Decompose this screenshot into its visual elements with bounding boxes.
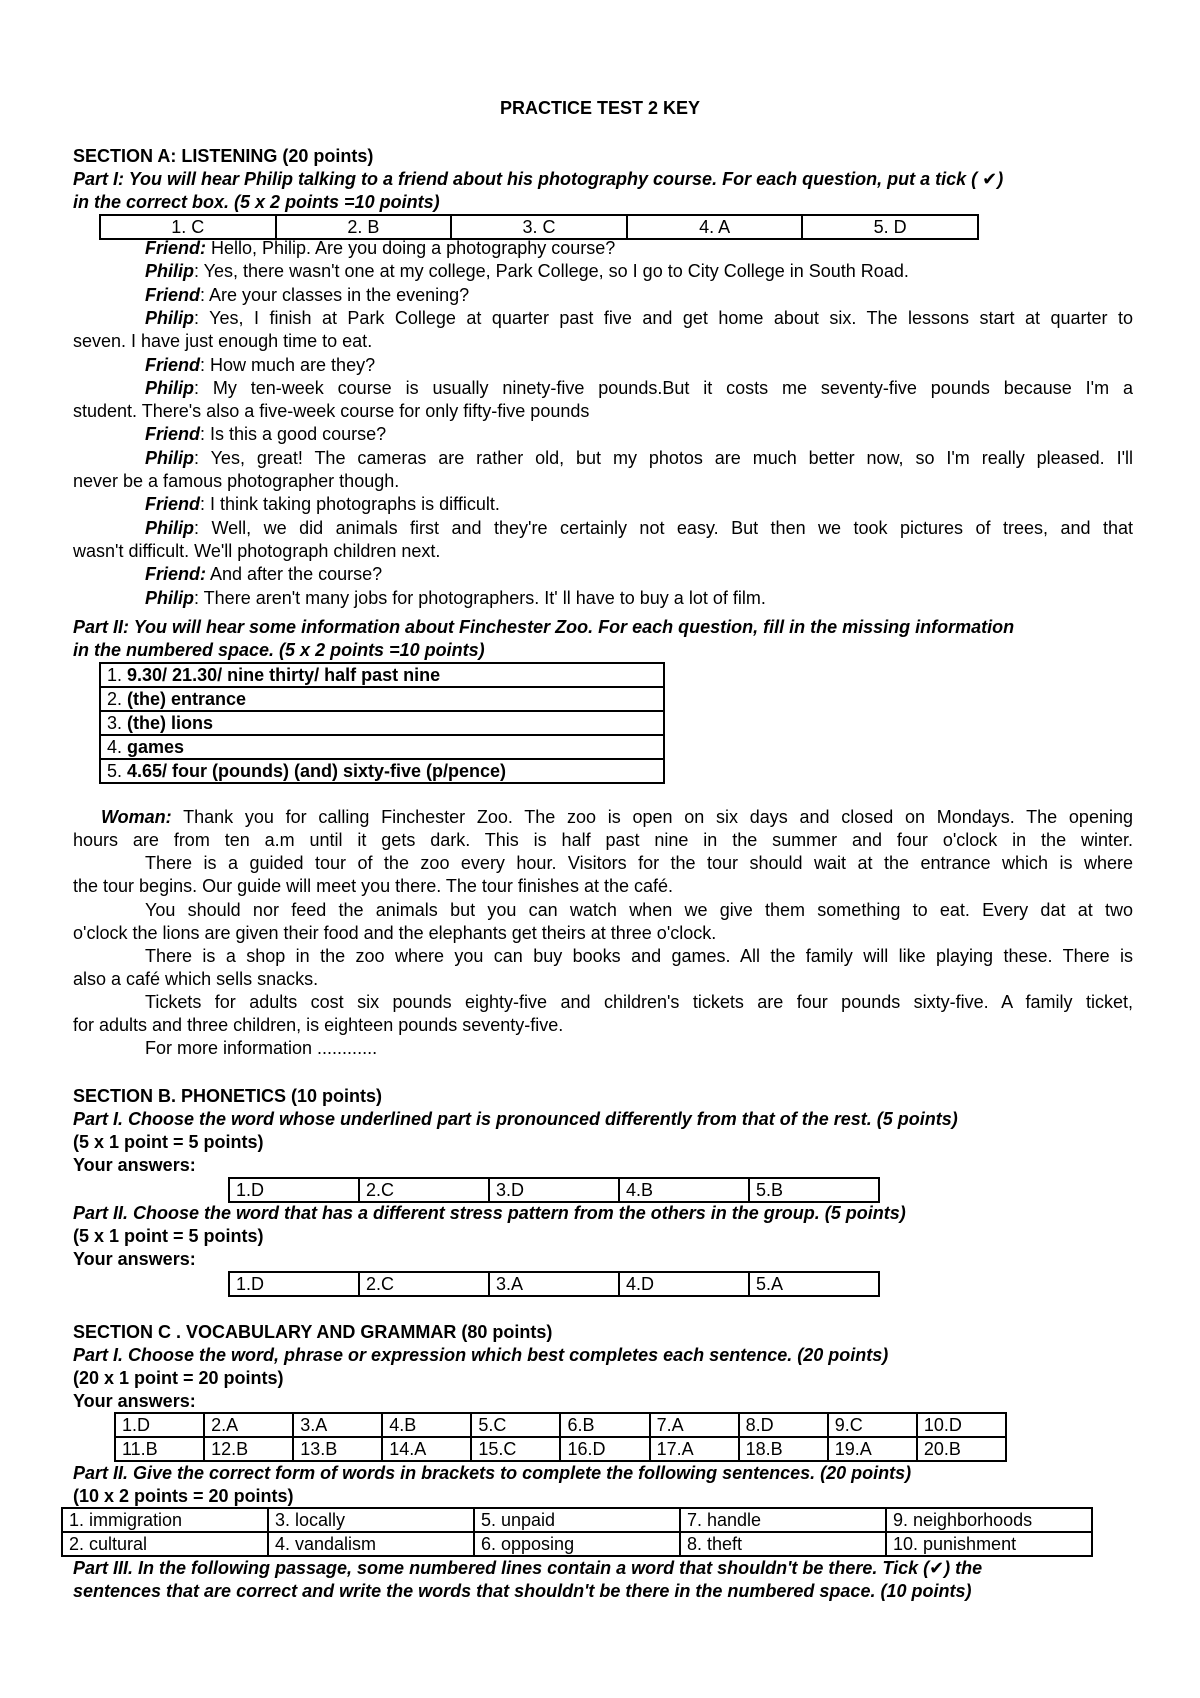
answer-cell: 5. 4.65/ four (pounds) (and) sixty-five (p/pence) [100, 759, 664, 783]
answer-cell: 2. (the) entrance [100, 687, 664, 711]
section-b-heading: SECTION B. PHONETICS (10 points) [73, 1086, 383, 1106]
dialog-text: student. There's also a five-week course for only fifty-five pounds [73, 401, 590, 422]
dialog-line [145, 237, 1133, 260]
answer-cell: 5.A [749, 1272, 879, 1296]
answer-cell: 1. 9.30/ 21.30/ nine thirty/ half past nine [100, 663, 664, 687]
answer-cell: 2. B [276, 215, 452, 239]
answer-cell: 10. punishment [886, 1532, 1092, 1556]
dialog-line [145, 354, 1133, 377]
answer-cell: 11.B [115, 1437, 204, 1461]
answer-cell: 4.B [382, 1413, 471, 1437]
speaker-label: Philip [145, 587, 194, 608]
passage-line: also a café which sells snacks. [73, 969, 319, 989]
answer-cell: 15.C [471, 1437, 560, 1461]
dialog-line [145, 447, 1133, 470]
dialog-text: : Yes, great! The cameras are rather old, but my photos are much better now, so I'm really pleased. I'll [194, 447, 1133, 468]
section-b-part1-instruction: Part I. Choose the word whose underlined part is pronounced differently from that of the rest. (5 points) [73, 1109, 958, 1129]
section-c-part3-instruction-cont: sentences that are correct and write the words that shouldn't be there in the numbered space. (10 points) [73, 1581, 972, 1601]
speaker-label: Friend: [145, 238, 206, 258]
section-c-part2-points: (10 x 2 points = 20 points) [73, 1486, 294, 1506]
dialog-text: : Yes, I finish at Park College at quarter past five and get home about six. The lessons start at quarter to [194, 307, 1133, 328]
answer-cell: 6.B [560, 1413, 649, 1437]
passage-line: for adults and three children, is eighteen pounds seventy-five. [73, 1015, 564, 1035]
answer-cell: 7. handle [680, 1508, 886, 1532]
section-a-part2-points: in the numbered space. (5 x 2 points =10 points) [73, 640, 485, 660]
answer-cell: 4. vandalism [268, 1532, 474, 1556]
dialog-line [145, 307, 1133, 330]
dialog-line [73, 470, 1133, 493]
answer-cell: 4. A [627, 215, 803, 239]
speaker-label: Philip [145, 307, 194, 328]
answer-cell: 3. C [451, 215, 627, 239]
dialog-line [145, 423, 1133, 446]
answer-cell: 1.D [115, 1413, 204, 1437]
section-c-part1-instruction: Part I. Choose the word, phrase or expression which best completes each sentence. (20 points) [73, 1345, 889, 1365]
dialog-line [145, 260, 1133, 283]
section-c-part2-instruction: Part II. Give the correct form of words in brackets to complete the following sentences. (20 points) [73, 1463, 912, 1483]
dialog-text: wasn't difficult. We'll photograph children next. [73, 540, 441, 561]
dialog-text: never be a famous photographer though. [73, 471, 400, 491]
answer-cell: 2. cultural [62, 1532, 268, 1556]
answer-cell: 1.D [229, 1272, 359, 1296]
phonetics-part1-answer-table [228, 1177, 880, 1203]
dialog-line [73, 540, 1133, 563]
section-c-part1-points: (20 x 1 point = 20 points) [73, 1368, 284, 1388]
answer-cell: 2.C [359, 1178, 489, 1202]
speaker-label: Friend [145, 494, 201, 515]
speaker-label: Friend [145, 354, 201, 375]
dialog-text: : Yes, there wasn't one at my college, Park College, so I go to City College in South Road. [194, 261, 909, 282]
answer-cell: 2.C [359, 1272, 489, 1296]
answer-cell: 4. games [100, 735, 664, 759]
answer-cell: 18.B [739, 1437, 828, 1461]
vocab-part1-answer-table [114, 1412, 1007, 1462]
answer-cell: 1. C [100, 215, 276, 239]
section-b-part2-instruction: Part II. Choose the word that has a different stress pattern from the others in the group. (5 points) [73, 1203, 906, 1223]
speaker-label: Friend [145, 424, 201, 445]
answer-cell: 1. immigration [62, 1508, 268, 1532]
passage-line: There is a shop in the zoo where you can buy books and games. All the family will like playing these. There is [145, 946, 1133, 966]
passage-line: Tickets for adults cost six pounds eighty-five and children's tickets are four pounds sixty-five. A family ticket, [145, 992, 1133, 1012]
passage-line: For more information ............ [145, 1038, 378, 1058]
answer-cell: 5.C [471, 1413, 560, 1437]
listening-part2-answer-table [99, 662, 665, 784]
answer-cell: 3.A [293, 1413, 382, 1437]
section-b-part1-points: (5 x 1 point = 5 points) [73, 1132, 264, 1152]
dialog-text: : There aren't many jobs for photographers. It' ll have to buy a lot of film. [194, 587, 766, 608]
answer-cell: 3.A [489, 1272, 619, 1296]
phonetics-part2-answer-table [228, 1271, 880, 1297]
answer-cell: 14.A [382, 1437, 471, 1461]
answer-cell: 5. D [802, 215, 978, 239]
section-a-part1-instruction: Part I: You will hear Philip talking to a friend about his photography course. For each question, put a tick ( ✔) [73, 169, 1004, 189]
dialog-text: And after the course? [206, 564, 383, 585]
dialog-text: : My ten-week course is usually ninety-five pounds.But it costs me seventy-five pounds because I'm a [194, 377, 1133, 398]
section-a-part1-points: in the correct box. (5 x 2 points =10 points) [73, 192, 440, 212]
speaker-label: Philip [145, 377, 194, 398]
speaker-label: Philip [145, 261, 194, 282]
dialog-line [145, 493, 1133, 516]
speaker-label: Philip [145, 517, 194, 538]
dialog-line [73, 400, 1133, 423]
answer-cell: 9. neighborhoods [886, 1508, 1092, 1532]
answer-cell: 5.B [749, 1178, 879, 1202]
section-a-heading: SECTION A: LISTENING (20 points) [73, 146, 374, 166]
answer-cell: 12.B [204, 1437, 293, 1461]
dialog-line [145, 284, 1133, 307]
answer-cell: 4.D [619, 1272, 749, 1296]
passage-line: o'clock the lions are given their food and the elephants get theirs at three o'clock. [73, 923, 717, 943]
answer-cell: 5. unpaid [474, 1508, 680, 1532]
answer-cell: 17.A [650, 1437, 739, 1461]
passage-line: the tour begins. Our guide will meet you there. The tour finishes at the café. [73, 876, 674, 896]
passage-line: You should nor feed the animals but you can watch when we give them something to eat. Every dat at two [145, 900, 1133, 920]
page-title: PRACTICE TEST 2 KEY [499, 98, 701, 118]
dialog-text: : I think taking photographs is difficult. [200, 494, 500, 515]
section-b-part2-points: (5 x 1 point = 5 points) [73, 1226, 264, 1246]
answer-cell: 19.A [828, 1437, 917, 1461]
section-c-part3-instruction: Part III. In the following passage, some numbered lines contain a word that shouldn't be there. Tick (✔) the [73, 1558, 983, 1578]
dialog-text: seven. I have just enough time to eat. [73, 331, 373, 352]
dialog-line [145, 563, 1133, 586]
answer-cell: 16.D [560, 1437, 649, 1461]
speaker-label: Philip [145, 447, 194, 468]
dialog-text: Hello, Philip. Are you doing a photography course? [206, 238, 616, 258]
dialog-line [145, 587, 1133, 610]
word-form-answer-table [61, 1507, 1093, 1557]
answer-cell: 6. opposing [474, 1532, 680, 1556]
answer-cell: 10.D [917, 1413, 1006, 1437]
speaker-label: Friend: [145, 564, 206, 585]
answer-cell: 1.D [229, 1178, 359, 1202]
passage-line: There is a guided tour of the zoo every hour. Visitors for the tour should wait at the entrance which is where [145, 853, 1133, 873]
answer-cell: 8.D [739, 1413, 828, 1437]
answer-cell: 3. (the) lions [100, 711, 664, 735]
passage-line: Woman: Thank you for calling Finchester Zoo. The zoo is open on six days and closed on Mondays. The opening [101, 807, 1133, 827]
your-answers-label: Your answers: [73, 1391, 196, 1411]
your-answers-label: Your answers: [73, 1249, 196, 1269]
answer-cell: 4.B [619, 1178, 749, 1202]
your-answers-label: Your answers: [73, 1155, 196, 1175]
answer-cell: 13.B [293, 1437, 382, 1461]
answer-cell: 7.A [650, 1413, 739, 1437]
answer-cell: 3. locally [268, 1508, 474, 1532]
dialog-text: : Are your classes in the evening? [200, 284, 470, 305]
answer-cell: 8. theft [680, 1532, 886, 1556]
answer-cell: 20.B [917, 1437, 1006, 1461]
section-c-heading: SECTION C . VOCABULARY AND GRAMMAR (80 points) [73, 1322, 553, 1342]
dialog-text: : Well, we did animals first and they're certainly not easy. But then we took pictures of trees, and that [194, 517, 1133, 538]
answer-cell: 2.A [204, 1413, 293, 1437]
dialog-line [73, 330, 1133, 353]
dialog-text: : Is this a good course? [200, 424, 387, 445]
dialog-line [145, 377, 1133, 400]
passage-line: hours are from ten a.m until it gets dark. This is half past nine in the summer and four o'clock in the winter. [73, 830, 1133, 850]
answer-cell: 3.D [489, 1178, 619, 1202]
dialog-line [145, 517, 1133, 540]
section-a-part2-instruction: Part II: You will hear some information about Finchester Zoo. For each question, fill in the missing information [73, 617, 1015, 637]
dialog-text: : How much are they? [200, 354, 376, 375]
answer-cell: 9.C [828, 1413, 917, 1437]
speaker-label: Friend [145, 284, 201, 305]
